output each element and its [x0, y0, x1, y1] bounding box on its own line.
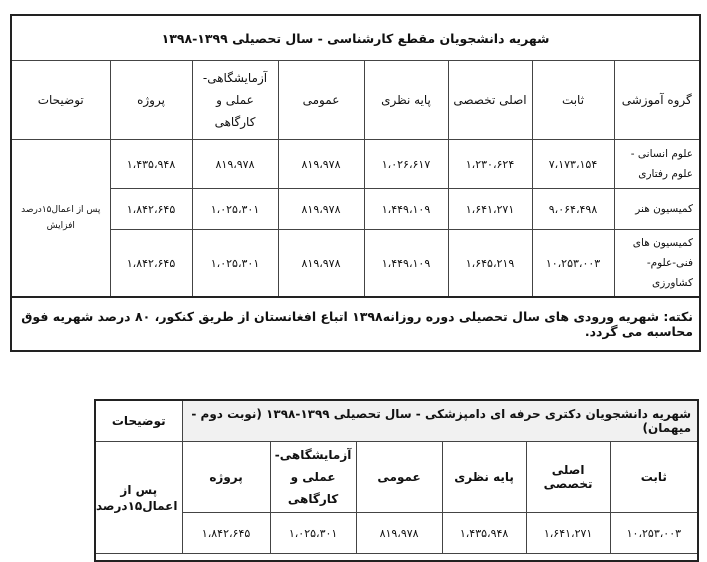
group-line: علوم رفتاری	[638, 168, 693, 180]
group-line: فنی-علوم-	[646, 257, 693, 269]
header-project: پروژه	[182, 442, 270, 513]
title-row	[95, 400, 698, 442]
group-cell	[614, 140, 700, 189]
header-fixed: ثابت	[532, 61, 614, 140]
header-fixed: ثابت	[610, 442, 698, 513]
project-cell: ۱،۸۴۲،۶۴۵	[110, 189, 192, 230]
note-text: نکته: شهریه ورودی های سال تحصیلی دوره روزانه۱۳۹۸ اتباع افغانستان از طریق کنکور، ۸۰ درصد شهریه فوق محاسبه می گردد.	[11, 297, 700, 351]
header-row	[95, 442, 698, 513]
spacer-row	[95, 554, 698, 562]
general-cell: ۸۱۹،۹۷۸	[278, 230, 364, 298]
header-lab-line2: عملی و کارگاهی	[287, 470, 339, 506]
fixed-cell: ۱۰،۲۵۳،۰۰۳	[610, 513, 698, 554]
table-title: شهریه دانشجویان مقطع کارشناسی - سال تحصیلی ۱۳۹۹-۱۳۹۸	[11, 15, 700, 61]
table-row	[11, 230, 700, 298]
vet-doctorate-tuition-table	[94, 399, 699, 562]
project-cell: ۱،۸۴۲،۶۴۵	[182, 513, 270, 554]
header-general: عمومی	[356, 442, 442, 513]
major-cell: ۱،۶۴۱،۲۷۱	[526, 513, 610, 554]
header-project: پروژه	[110, 61, 192, 140]
fixed-cell: ۷،۱۷۳،۱۵۴	[532, 140, 614, 189]
major-cell: ۱،۲۳۰،۶۲۴	[448, 140, 532, 189]
group-line: کمیسیون های	[632, 237, 693, 249]
group-cell	[614, 230, 700, 298]
lab-cell: ۸۱۹،۹۷۸	[192, 140, 278, 189]
remarks-cell: پس از اعمال۱۵درصد	[95, 442, 182, 554]
spacer-cell	[95, 554, 698, 562]
group-line: علوم انسانی -	[630, 148, 693, 160]
table-row	[95, 513, 698, 554]
base-cell: ۱،۴۴۹،۱۰۹	[364, 230, 448, 298]
header-general: عمومی	[278, 61, 364, 140]
header-row	[11, 61, 700, 140]
project-cell: ۱،۸۴۲،۶۴۵	[110, 230, 192, 298]
header-base: پایه نظری	[442, 442, 526, 513]
lab-cell: ۱،۰۲۵،۳۰۱	[192, 230, 278, 298]
header-major: اصلی تخصصی	[526, 442, 610, 513]
major-cell: ۱،۶۴۱،۲۷۱	[448, 189, 532, 230]
header-lab	[192, 61, 278, 140]
table-title: شهریه دانشجویان دکتری حرفه ای دامپزشکی - سال تحصیلی ۱۳۹۹-۱۳۹۸ (نوبت دوم - میهمان)	[182, 400, 698, 442]
general-cell: ۸۱۹،۹۷۸	[356, 513, 442, 554]
header-remarks: توضیحات	[11, 61, 110, 140]
header-base: پایه نظری	[364, 61, 448, 140]
base-cell: ۱،۴۳۵،۹۴۸	[442, 513, 526, 554]
lab-cell: ۱،۰۲۵،۳۰۱	[270, 513, 356, 554]
header-lab-line2: عملی و کارگاهی	[214, 93, 256, 129]
note-row	[11, 297, 700, 351]
header-group: گروه آموزشی	[614, 61, 700, 140]
general-cell: ۸۱۹،۹۷۸	[278, 140, 364, 189]
lab-cell: ۱،۰۲۵،۳۰۱	[192, 189, 278, 230]
header-lab	[270, 442, 356, 513]
header-lab-line1: آزمایشگاهی-	[202, 71, 268, 85]
general-cell: ۸۱۹،۹۷۸	[278, 189, 364, 230]
table-row	[11, 140, 700, 189]
fixed-cell: ۹،۰۶۴،۴۹۸	[532, 189, 614, 230]
major-cell: ۱،۶۴۵،۲۱۹	[448, 230, 532, 298]
base-cell: ۱،۰۲۶،۶۱۷	[364, 140, 448, 189]
group-cell: کمیسیون هنر	[614, 189, 700, 230]
group-line: کشاورزی	[652, 277, 693, 289]
fixed-cell: ۱۰،۲۵۳،۰۰۳	[532, 230, 614, 298]
table-row	[11, 189, 700, 230]
header-major: اصلی تخصصی	[448, 61, 532, 140]
header-lab-line1: آزمایشگاهی-	[274, 448, 352, 462]
base-cell: ۱،۴۴۹،۱۰۹	[364, 189, 448, 230]
header-remarks: توضیحات	[95, 400, 182, 442]
remarks-cell: پس از اعمال۱۵درصد افزایش	[11, 140, 110, 298]
bachelor-tuition-table	[10, 14, 701, 352]
project-cell: ۱،۴۳۵،۹۴۸	[110, 140, 192, 189]
